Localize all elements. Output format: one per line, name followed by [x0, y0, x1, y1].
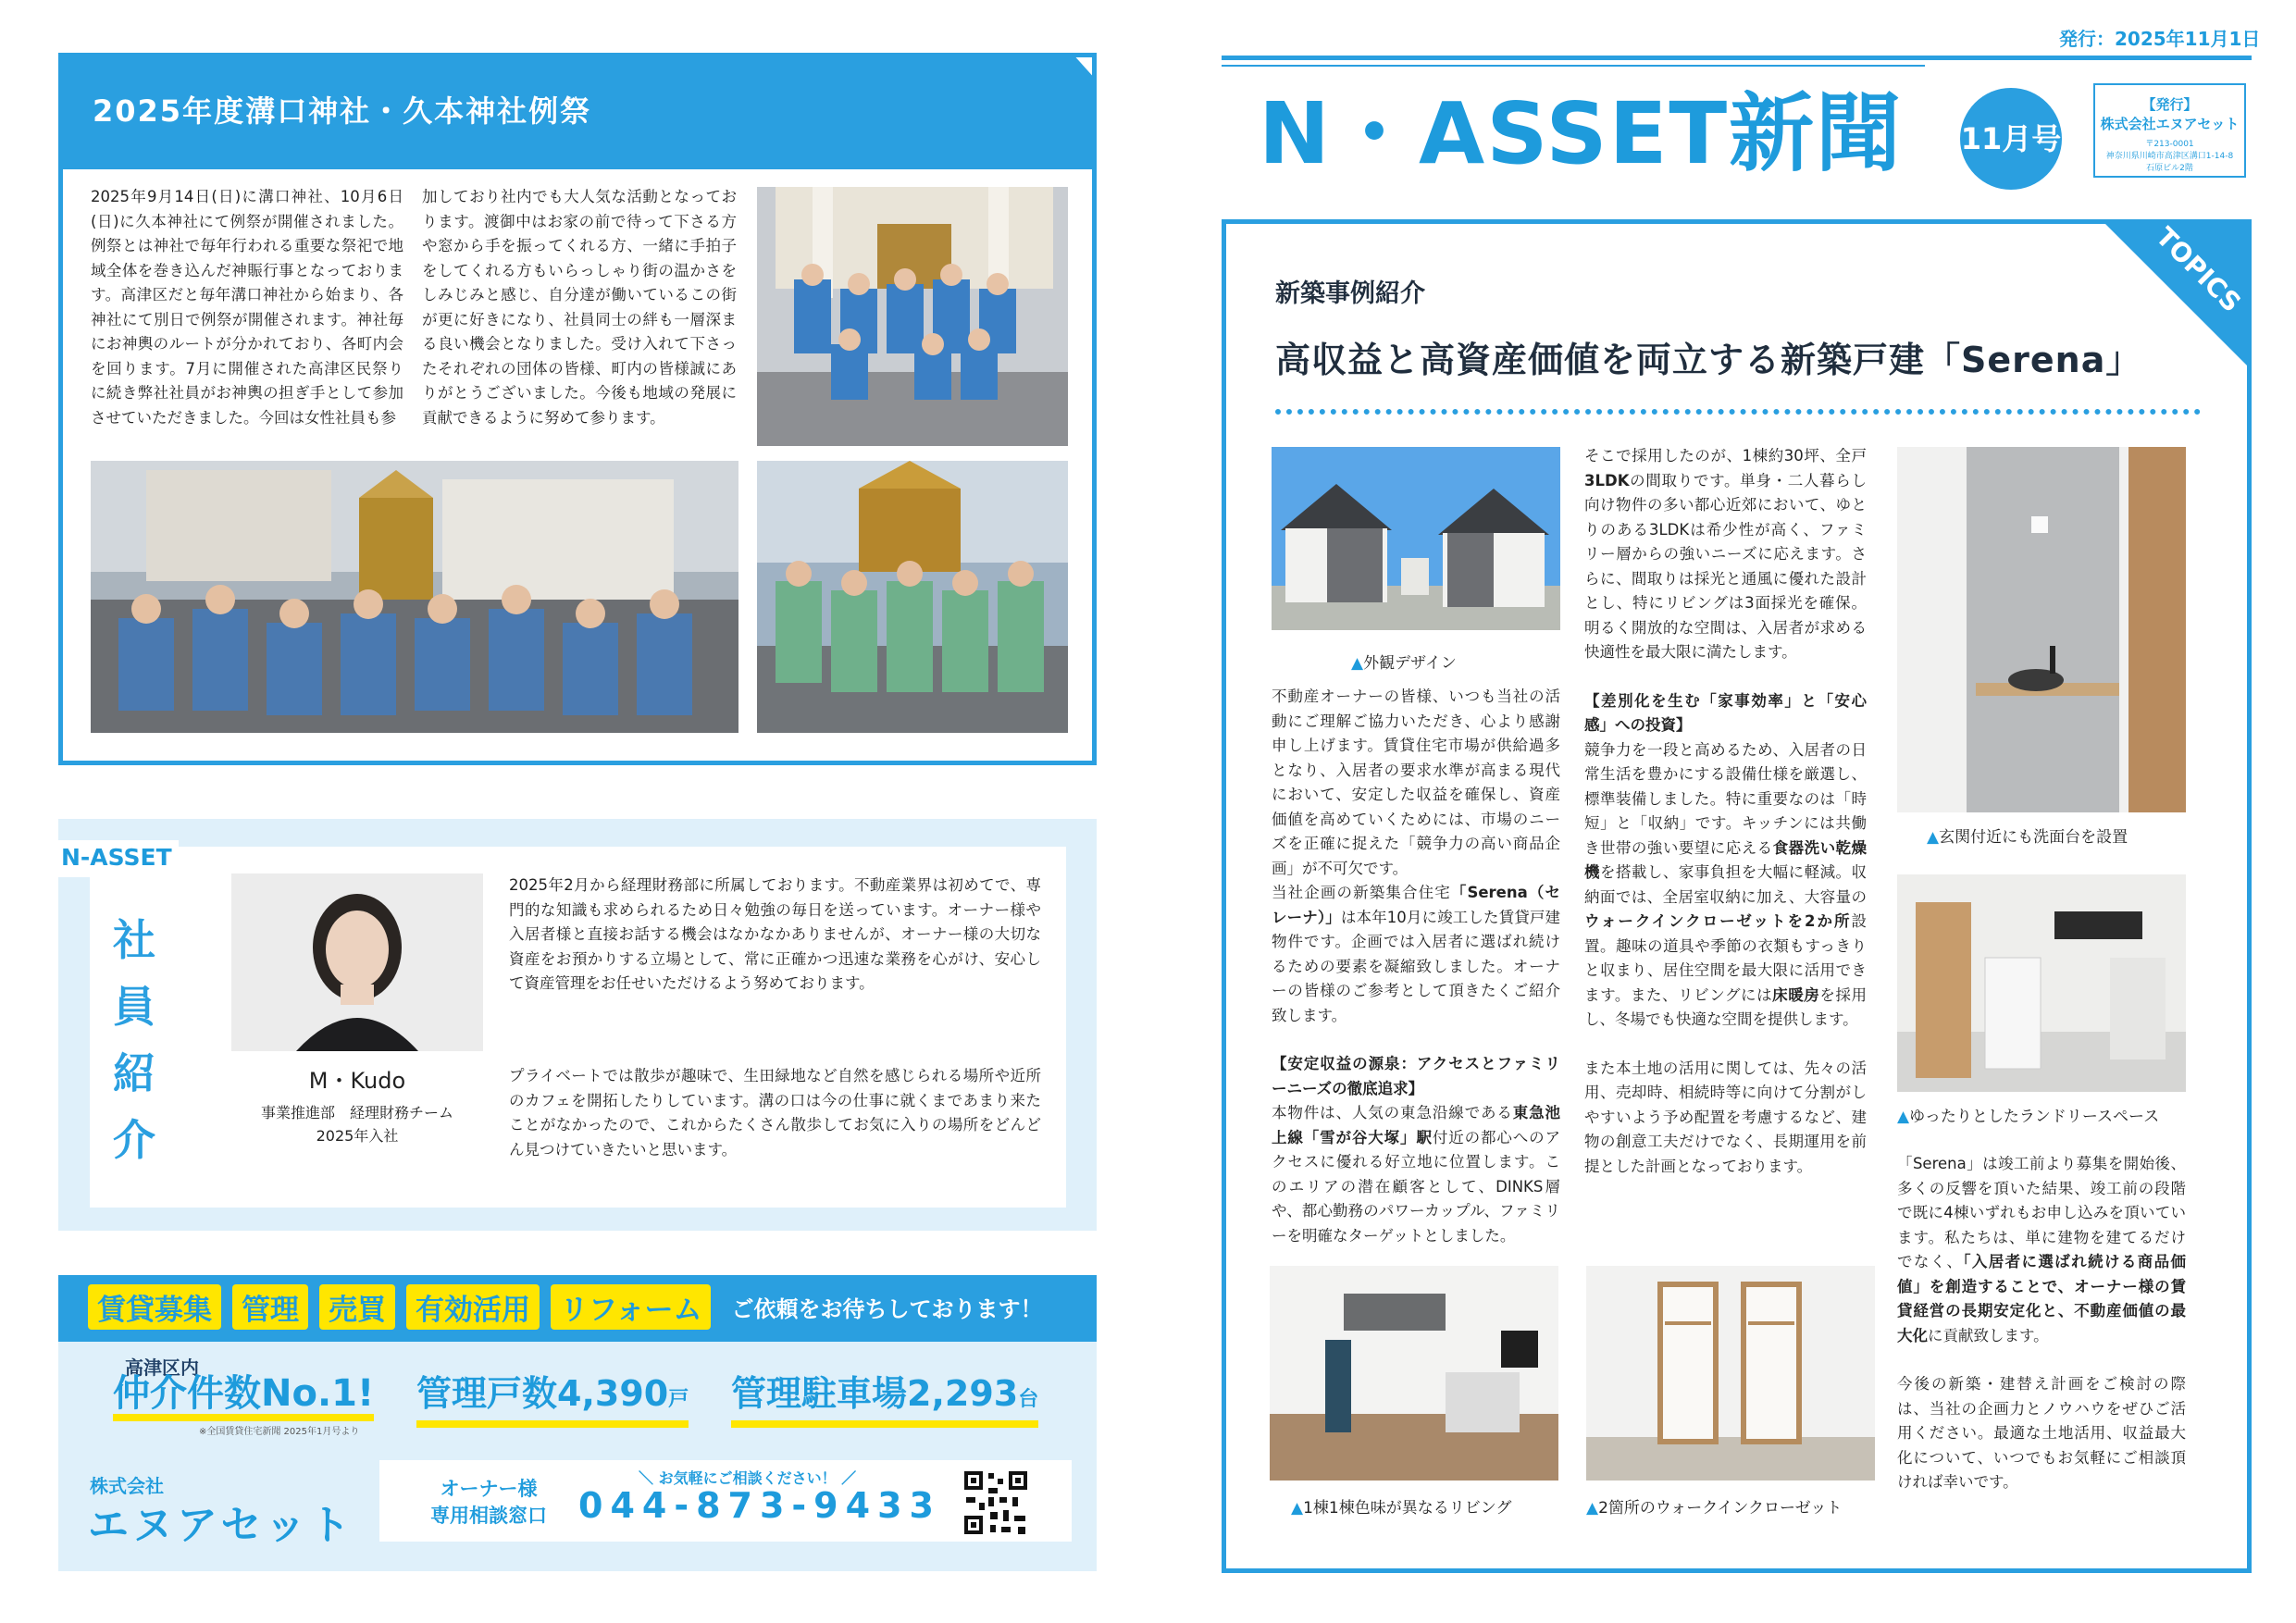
topics-col-b-p3: また本土地の活用に関しては、先々の活用、売却時、相続時等に向けて分割がしやすいよう予め配置を考慮するなど、建物の創意工夫だけでなく、長期運用を前提とした計画となっております。: [1584, 1059, 1867, 1175]
stat-managed-units-unit: 戸: [668, 1388, 689, 1411]
staff-paragraph-1: 2025年2月から経理財務部に所属しております。不動産業界は初めてで、専門的な知識も求められるため日々勉強の毎日を送っています。オーナー様や入居者様と直接お話する機会はなかなかありませんが、オーナー様の大切な資産をお預かりする立場として、常に正確かつ迅速な業務を心がけ、安心して資産管理をお任せいただけるよう努めております。: [509, 876, 1042, 992]
topics-col-b-p1a: そこで採用したのが、1棟約30坪、全戸: [1584, 447, 1867, 465]
staff-paragraph-2: プライベートでは散歩が趣味で、生田緑地など自然を感じられる場所や近所のカフェを開拓したりしています。溝の口は今の仕事に就くまであまり来たことがなかったので、これからたくさん散歩してお気に入りの場所をどんどん見つけていきたいと思います。: [509, 1067, 1041, 1158]
topics-ribbon-label: TOPICS: [2150, 221, 2247, 318]
festival-text-col1: 2025年9月14日(日)に溝口神社、10月6日(日)に久本神社にて例祭が開催されました。例祭とは神社で毎年行われる重要な祭祀で地域全体を巻き込んだ神賑行事となっております。高津区だと毎年溝口神社から始まり、各神社にて別日で例祭が開催されます。神社毎にお神輿のルートが分かれており、各町内会を回ります。7月に開催された高津区民祭りに続き弊社社員がお神輿の担ぎ手として参加させていただきました。今回は女性社員も参: [91, 188, 403, 427]
topics-col-a-p3c: 付近の都心へのアクセスに優れる好立地に位置します。このエリアの潜在顧客として、DINKS層や、都心勤務のパワーカップル、ファミリーを明確なターゲットとしました。: [1272, 1128, 1561, 1245]
staff-brand-label: N-ASSET: [61, 844, 172, 871]
topics-col-b-p2g: を採用し、冬場でも快適な空間を提供します。: [1584, 985, 1867, 1028]
caption-closet: ▲2箇所のウォークインクローゼット: [1586, 1499, 1843, 1518]
caption-washbasin: ▲玄関付近にも洗面台を設置: [1927, 828, 2128, 847]
stat-brokerage-no1: 仲介件数No.1!: [113, 1373, 374, 1421]
closet-photo-image: [1586, 1266, 1875, 1481]
qr-code-image: [962, 1469, 1029, 1536]
contact-phone-number[interactable]: 044-873-9433: [578, 1485, 941, 1526]
topics-col-b-p2f: 床暖房: [1772, 985, 1820, 1004]
festival-photo-group: [757, 187, 1068, 446]
topics-col-b-p2c: を搭載し、家事負担を大幅に軽減。収納面では、全居室収納に加え、大容量の: [1584, 863, 1868, 906]
publisher-box: [2093, 83, 2246, 178]
contact-note: ＼ お気軽にご相談ください！ ／: [639, 1469, 857, 1487]
staff-portrait: [231, 873, 483, 1051]
topics-col-c-p1a: 「Serena」は竣工前より募集を開始後、多くの反響を頂いた結果、竣工前の段階で既に4棟いずれもお申し込みを頂いています。私たちは、単に建物を建てるだけでなく、: [1897, 1155, 2186, 1270]
caption-exterior-text: 外観デザイン: [1363, 654, 1457, 673]
masthead-rule-top: [1222, 56, 2252, 60]
staff-heading-char: 員: [113, 982, 155, 1032]
topics-col-a-p2c: は本年10月に竣工した賃貸戸建物件です。企画では入居者に選ばれ続けるための要素を凝縮致しました。オーナーの皆様のご参考として頂きたくご紹介致します。: [1272, 908, 1560, 1024]
topics-col-b-p2e: 設置。趣味の道具や季節の衣類もすっきりと収まり、居住空間を最大限に活用できます。また、リビングには: [1584, 912, 1867, 1004]
washbasin-photo-image: [1897, 447, 2186, 812]
stat-managed-parking-value: 2,293: [907, 1373, 1019, 1414]
topics-col-a-p3a: 本物件は、人気の東急沿線である: [1272, 1104, 1513, 1121]
service-tags: [88, 1284, 1042, 1330]
staff-heading-char: 社: [113, 915, 155, 965]
photo-closet: [1586, 1266, 1875, 1481]
service-tag-sales: 売買: [319, 1284, 395, 1330]
topics-col-c-p1b: 「入居者に選ばれ続ける商品価値」を創造することで、オーナー様の賃貸経営の長期安定化と、不動産価値の最大化: [1897, 1253, 2186, 1344]
stat-managed-units: [416, 1373, 689, 1428]
topics-col-b-p2a: 競争力を一段と高めるため、入居者の日常生活を豊かにする設備仕様を厳選し、標準装備しました。特に重要なのは「時短」と「収納」です。キッチンには共働き世帯の強い要望に応える: [1584, 740, 1867, 857]
photo-laundry: [1897, 874, 2186, 1092]
photo-living: [1270, 1266, 1558, 1481]
topics-col-a-p3b: 東急池上線「雪が谷大塚」駅: [1272, 1104, 1561, 1146]
publisher-label: 【発行】: [2141, 96, 2198, 113]
caption-living: ▲1棟1棟色味が異なるリビング: [1291, 1499, 1512, 1518]
publisher-address-2: 石原ビル2階: [2146, 164, 2193, 173]
caption-laundry: ▲ゆったりとしたランドリースペース: [1897, 1108, 2160, 1126]
photo-washbasin: [1897, 447, 2186, 812]
stat-managed-units-label: 管理戸数: [416, 1373, 558, 1414]
staff-joined-year: 2025年入社: [316, 1127, 399, 1145]
topics-col-b-heading: 【差別化を生む「家事効率」と「安心感」への投資】: [1584, 691, 1867, 734]
staff-heading-vertical: [102, 907, 167, 1173]
festival-group-photo-image: [757, 187, 1068, 446]
month-badge: 11月号: [1960, 88, 2062, 190]
service-tag-management: 管理: [232, 1284, 308, 1330]
topics-col-c-p2: 今後の新築・建替え計画をご検討の際は、当社の企画力とノウハウをぜひご活用ください。最適な土地活用、収益最大化について、いつでもお気軽にご相談頂ければ幸いです。: [1897, 1375, 2186, 1491]
publisher-name: 株式会社エヌアセット: [2100, 116, 2240, 132]
caption-closet-text: 2箇所のウォークインクローゼット: [1598, 1499, 1843, 1518]
avatar: [231, 873, 483, 1051]
staff-department: 事業推進部 経理財務チーム: [260, 1104, 453, 1121]
company-name-large: エヌアセット: [88, 1502, 354, 1549]
service-tag-land-use: 有効活用: [406, 1284, 540, 1330]
masthead-rule-thin: [1222, 65, 1925, 67]
topics-col-c-p1c: に貢献致します。: [1928, 1326, 2049, 1344]
exterior-photo-image: [1272, 447, 1560, 630]
topics-col-a-p2a: 当社企画の新築集合住宅: [1272, 884, 1451, 901]
festival-photo-mikoshi: [757, 461, 1068, 733]
publisher-address-1: 神奈川県川崎市高津区溝口1-14-8: [2105, 152, 2234, 161]
topics-col-a: [1272, 685, 1560, 1248]
topics-col-b: [1584, 444, 1867, 1179]
festival-text-col2: 加しており社内でも大人気な活動となっております。渡御中はお家の前で待って下さる方や窓から手を振ってくれる方、一緒に手拍子をしてくれる方もいらっしゃり街の温かさをしみじみと感じ、自分達が働いているこの街が更に好きになり、社員同士の絆も一層深まる良い機会となりました。受け入れて下さったそれぞれの団体の皆様、町内の皆様誠にありがとうございました。今後も地域の発展に貢献できるように努めて参ります。: [422, 188, 737, 427]
stat-managed-parking-label: 管理駐車場: [731, 1373, 908, 1414]
festival-street-photo-image: [91, 461, 738, 733]
service-tag-renovation: リフォーム: [551, 1284, 711, 1330]
topics-col-a-p1: 不動産オーナーの皆様、いつも当社の活動にご理解ご協力いただき、心より感謝申し上げます。賃貸住宅市場が供給過多となり、入居者の要求水準が高まる現代において、安定した収益を確保し、資産価値を高めていくためには、市場のニーズを正確に捉えた「競争力の高い商品企画」が不可欠です。: [1272, 688, 1560, 877]
topics-col-c: [1897, 1152, 2186, 1495]
festival-photo-street: [91, 461, 738, 733]
qr-code-icon[interactable]: [962, 1469, 1029, 1536]
stat-area-label: 高津区内: [125, 1357, 199, 1379]
topics-col-a-p2b: 「Serena（セレーナ）」: [1272, 884, 1560, 926]
issue-date: 発行：2025年11月1日: [2059, 28, 2261, 50]
stat-managed-parking-unit: 台: [1018, 1388, 1039, 1411]
publisher-postal: 〒213-0001: [2145, 140, 2194, 149]
staff-name: M・Kudo: [308, 1068, 406, 1094]
festival-mikoshi-photo-image: [757, 461, 1068, 733]
staff-heading-char: 紹: [113, 1048, 155, 1098]
topics-col-b-p2b: 食器洗い乾燥機: [1584, 838, 1868, 881]
company-name-small: 株式会社: [90, 1475, 164, 1497]
topics-dotted-rule: [1275, 409, 2201, 415]
caption-laundry-text: ゆったりとしたランドリースペース: [1909, 1108, 2160, 1126]
stat-source-note: ※全国賃貸住宅新聞 2025年1月号より: [199, 1427, 360, 1437]
contact-label-owner: オーナー様: [440, 1478, 538, 1500]
ad-tagline: ご依頼をお待ちしております！: [731, 1296, 1043, 1322]
topics-headline: 高収益と高資産価値を両立する新築戸建「Serena」: [1275, 340, 2142, 380]
festival-title: 2025年度溝口神社・久本神社例祭: [93, 93, 592, 129]
topics-col-a-heading: 【安定収益の源泉：アクセスとファミリーニーズの徹底追求】: [1272, 1055, 1560, 1097]
caption-washbasin-text: 玄関付近にも洗面台を設置: [1939, 828, 2128, 847]
service-tag-rental: 賃貸募集: [88, 1284, 221, 1330]
topics-col-b-p2d: ウォークインクローゼットを2か所: [1584, 912, 1852, 930]
caption-living-text: 1棟1棟色味が異なるリビング: [1303, 1499, 1512, 1518]
topics-col-b-p1c: の間取りです。単身・二人暮らし向け物件の多い都心近郊において、ゆとりのある3LDKは希少性が高く、ファミリー層からの強いニーズに応えます。さらに、間取りは採光と通風に優れた設計とし、特にリビングは3面採光を確保。明るく開放的な空間は、入居者が求める快適性を最大限に満たします。: [1584, 471, 1867, 661]
caption-exterior: ▲外観デザイン: [1351, 654, 1457, 673]
living-photo-image: [1270, 1266, 1558, 1481]
topics-kicker: 新築事例紹介: [1275, 279, 1425, 308]
laundry-photo-image: [1897, 874, 2186, 1092]
masthead-title: N・ASSET新聞: [1259, 84, 1904, 183]
stat-managed-parking: [731, 1373, 1038, 1428]
staff-heading-char: 介: [113, 1115, 155, 1165]
topics-col-b-p1b: 3LDK: [1584, 471, 1630, 489]
contact-label-window: 専用相談窓口: [430, 1505, 547, 1527]
stat-managed-units-value: 4,390: [557, 1373, 669, 1414]
photo-exterior: [1272, 447, 1560, 630]
